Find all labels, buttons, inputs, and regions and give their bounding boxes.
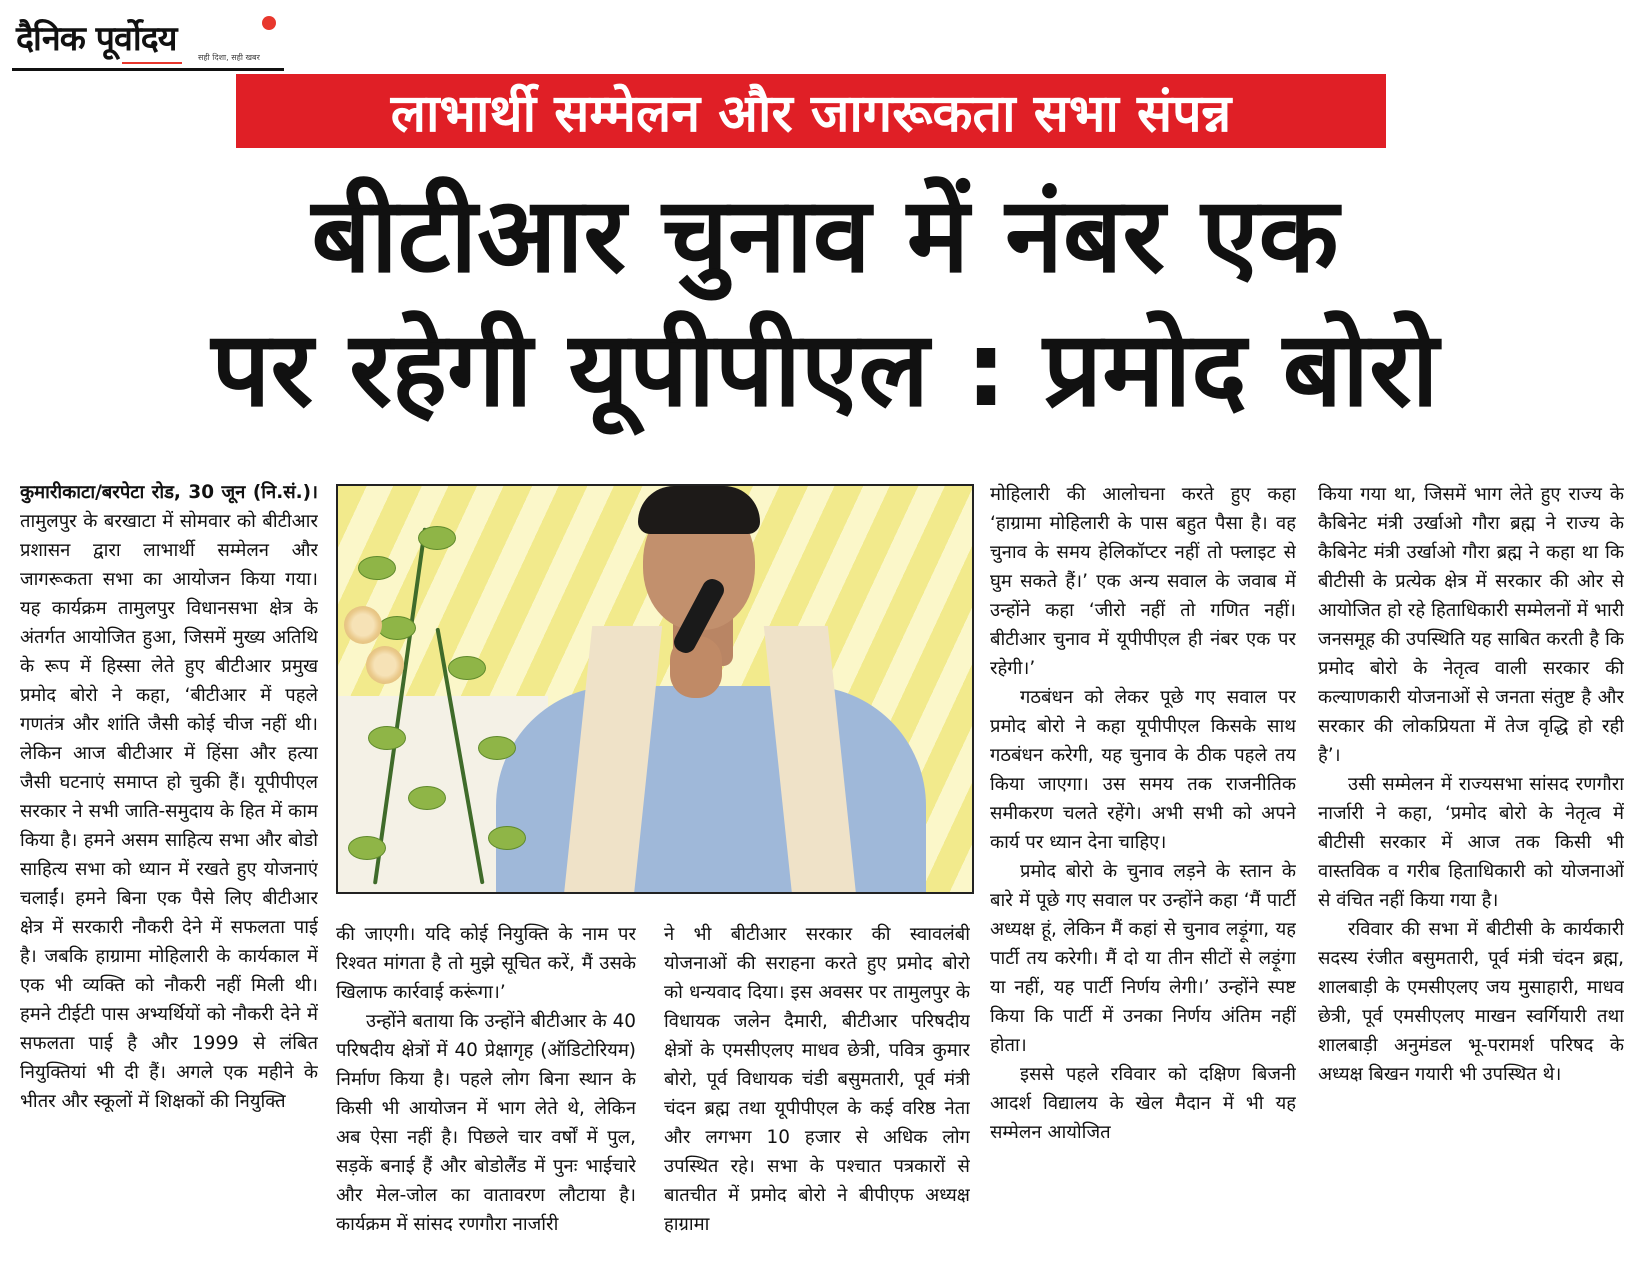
speaker-hair: [638, 486, 760, 534]
column-4-para-2: गठबंधन को लेकर पूछे गए सवाल पर प्रमोद बोरो ने कहा यूपीपीएल किसके साथ गठबंधन करेगी, यह चुनाव के ठीक पहले तय किया जाएगा। उस समय तक राजनीतिक समीकरण चलते रहेंगे। अभी सभी को अपने कार्य पर ध्यान देना चाहिए।: [990, 687, 1296, 853]
plant-leaf: [368, 726, 406, 750]
masthead: [12, 8, 284, 70]
kicker-banner: लाभार्थी सम्मेलन और जागरूकता सभा संपन्न: [236, 74, 1386, 148]
masthead-rule: [12, 68, 284, 71]
logo-accent-rule: [122, 62, 182, 64]
newspaper-logo: दैनिक पूर्वोदय: [16, 19, 177, 59]
flower: [366, 646, 404, 684]
column-2-para-1: की जाएगी। यदि कोई नियुक्ति के नाम पर रिश्वत मांगता है तो मुझे सूचित करें, मैं उसके खिलाफ कार्रवाई करूंगा।’: [336, 924, 636, 1003]
column-5-para-1: किया गया था, जिसमें भाग लेते हुए राज्य के कैबिनेट मंत्री उर्खाओ गौरा ब्रह्म ने राज्य के कैबिनेट मंत्री उर्खाओ गौरा ब्रह्म ने कहा था कि बीटीसी के प्रत्येक क्षेत्र में सरकार की ओर से आयोजित हो रहे हिताधिकारी सम्मेलनों में भारी जनसमूह की उपस्थिति यह साबित करती है कि प्रमोद बोरो के नेतृत्व वाली सरकार की कल्याणकारी योजनाओं से जनता संतुष्ट है और सरकार की लोकप्रियता में तेज वृद्धि हो रही है’।: [1318, 484, 1624, 766]
logo-tagline: सही दिशा, सही खबर: [198, 53, 260, 62]
column-5-para-3: रविवार की सभा में बीटीसी के कार्यकारी सदस्य रंजीत बसुमतारी, पूर्व मंत्री चंदन ब्रह्म, शालबाड़ी के एमसीएलए जय मुसाहारी, माधव छेत्री, पूर्व एमसीएलए माखन स्वर्गियारी तथा शालबाड़ी अनुमंडल भू-परामर्श परिषद के अध्यक्ष बिखन गयारी भी उपस्थित थे।: [1318, 919, 1624, 1085]
column-2-para-2: उन्होंने बताया कि उन्होंने बीटीआर के 40 परिषदीय क्षेत्रों में 40 प्रेक्षागृह (ऑडिटोरियम) निर्माण किया है। पहले लोग बिना स्थान के किसी भी आयोजन में भाग लेते थे, लेकिन अब ऐसा नहीं है। पिछले चार वर्षों में पुल, सड़कें बनाई हैं और बोडोलैंड में पुनः भाईचारे और मेल-जोल का वातावरण लौटाया है। कार्यक्रम में सांसद रणगौरा नार्जारी: [336, 1011, 636, 1235]
headline-line-2: पर रहेगी यूपीपीएल : प्रमोद बोरो: [211, 308, 1439, 430]
plant-leaf: [418, 526, 456, 550]
article-column-3: [664, 920, 970, 1284]
plant-leaf: [348, 836, 386, 860]
article-column-2: [336, 920, 636, 1284]
plant-leaf: [478, 736, 516, 760]
column-1-text: तामुलपुर के बरखाटा में सोमवार को बीटीआर प्रशासन द्वारा लाभार्थी सम्मेलन और जागरूकता सभा का आयोजन किया गया। यह कार्यक्रम तामुलपुर विधानसभा क्षेत्र के अंतर्गत आयोजित हुआ, जिसमें मुख्य अतिथि के रूप में हिस्सा लेते हुए बीटीआर प्रमुख प्रमोद बोरो ने कहा, ‘बीटीआर में पहले गणतंत्र और शांति जैसी कोई चीज नहीं थी। लेकिन आज बीटीआर में हिंसा और हत्या जैसी घटनाएं समाप्त हो चुकी हैं। यूपीपीएल सरकार ने सभी जाति-समुदाय के हित में काम किया है। हमने असम साहित्य सभा और बोडो साहित्य सभा को ध्यान में रखते हुए योजनाएं चलाईं। हमने बिना एक पैसे लिए बीटीआर क्षेत्र में सरकारी नौकरी देने में सफलता पाई है। जबकि हाग्रामा मोहिलारी के कार्यकाल में एक भी व्यक्ति को नौकरी नहीं मिली थी। हमने टीईटी पास अभ्यर्थियों को नौकरी देने में सफलता पाई है और 1999 से लंबित नियुक्तियां भी दी हैं। अगले एक महीने के भीतर और स्कूलों में शिक्षकों की नियुक्ति: [20, 511, 318, 1112]
plant-leaf: [488, 826, 526, 850]
article-column-1: [20, 478, 318, 1284]
column-5-para-2: उसी सम्मेलन में राज्यसभा सांसद रणगौरा नार्जारी ने कहा, ‘प्रमोद बोरो के नेतृत्व में बीटीसी सरकार में आज तक किसी भी वास्तविक व गरीब हिताधिकारी को योजनाओं से वंचित नहीं किया गया है।: [1318, 774, 1624, 911]
logo-dot-icon: [262, 16, 276, 30]
article-column-5: [1318, 480, 1624, 1284]
article-photo: [336, 484, 974, 894]
speaker-shirt: [496, 686, 926, 894]
flower: [344, 606, 382, 644]
dateline: कुमारीकाटा/बरपेटा रोड, 30 जून (नि.सं.)।: [20, 482, 318, 503]
headline: [20, 168, 1630, 436]
plant-leaf: [448, 656, 486, 680]
article-column-4: [990, 480, 1296, 1284]
plant-leaf: [358, 556, 396, 580]
column-4-para-1: मोहिलारी की आलोचना करते हुए कहा ‘हाग्रामा मोहिलारी के पास बहुत पैसा है। वह चुनाव के समय हेलिकॉप्टर नहीं तो फ्लाइट से घुम सकते हैं।’ एक अन्य सवाल के जवाब में उन्होंने कहा ‘जीरो नहीं तो गणित नहीं। बीटीआर चुनाव में यूपीपीएल ही नंबर एक पर रहेगी।’: [990, 484, 1296, 679]
headline-line-1: बीटीआर चुनाव में नंबर एक: [311, 174, 1339, 296]
plant-leaf: [408, 786, 446, 810]
column-4-para-3: प्रमोद बोरो के चुनाव लड़ने के स्तान के बारे में पूछे गए सवाल पर उन्होंने कहा ‘मैं पार्टी अध्यक्ष हूं, लेकिन मैं कहां से चुनाव लड़ूंगा, यह पार्टी तय करेगी। मैं दो या तीन सीटों से लड़ूंगा या नहीं, यह पार्टी निर्णय लेगी।’ उन्होंने स्पष्ट किया कि पार्टी में उनका निर्णय अंतिम नहीं होता।: [990, 861, 1296, 1056]
plant-leaf: [378, 616, 416, 640]
column-4-para-4: इससे पहले रविवार को दक्षिण बिजनी आदर्श विद्यालय के खेल मैदान में भी यह सम्मेलन आयोजित: [990, 1064, 1296, 1143]
column-3-text: ने भी बीटीआर सरकार की स्वावलंबी योजनाओं की सराहना करते हुए प्रमोद बोरो को धन्यवाद दिया। इस अवसर पर तामुलपुर के विधायक जलेन दैमारी, बीटीआर परिषदीय क्षेत्रों के एमसीएलए माधव छेत्री, पवित्र कुमार बोरो, पूर्व विधायक चंडी बसुमतारी, पूर्व मंत्री चंदन ब्रह्म तथा यूपीपीएल के कई वरिष्ठ नेता और लगभग 10 हजार से अधिक लोग उपस्थित रहे। सभा के पश्चात पत्रकारों से बातचीत में प्रमोद बोरो ने बीपीएफ अध्यक्ष हाग्रामा: [664, 924, 970, 1235]
